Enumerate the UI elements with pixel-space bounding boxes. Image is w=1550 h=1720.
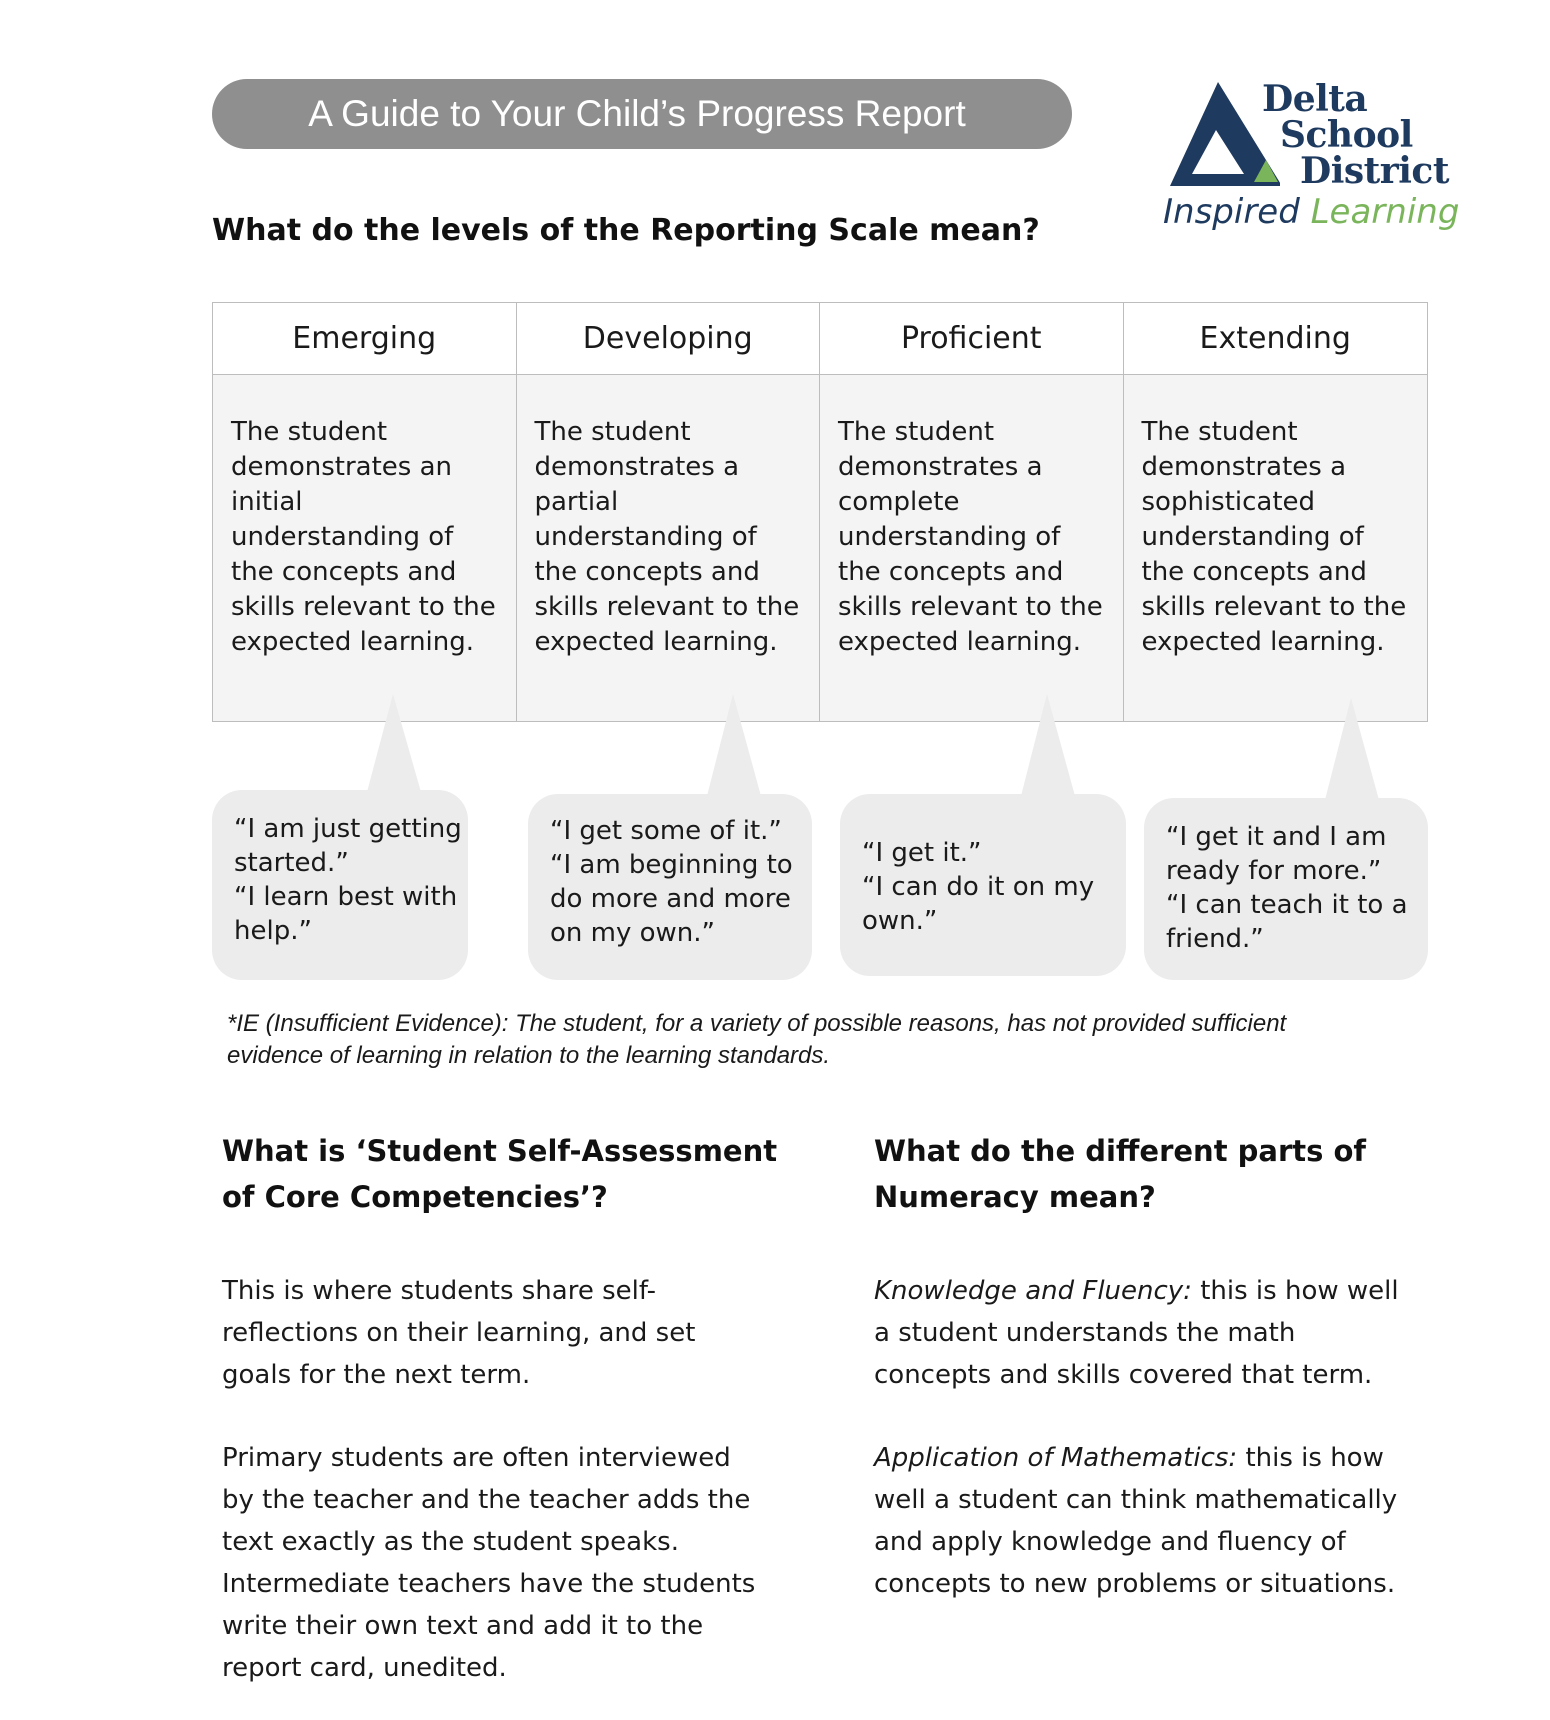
quote-line: “I can do it on my <box>862 872 1095 902</box>
quote-line: own.” <box>862 906 938 936</box>
title-line: What is ‘Student Self-Assessment <box>222 1134 778 1168</box>
level-description-emerging: The student demonstrates an initial understanding of the concepts and skills relevant to the expected learning. <box>213 375 517 721</box>
numeracy-title <box>874 1128 1366 1220</box>
para-line <box>874 1437 1397 1479</box>
quote-bubble-proficient <box>840 794 1126 976</box>
scale-heading: What do the levels of the Reporting Scale mean? <box>212 213 1040 248</box>
quote-line: “I am just getting <box>234 814 462 844</box>
level-header-proficient: Proficient <box>820 303 1124 375</box>
logo-word-district: District <box>1300 150 1449 192</box>
quote-line: ready for more.” <box>1166 856 1382 886</box>
logo-word-delta: Delta <box>1262 78 1368 120</box>
para-line: text exactly as the student speaks. <box>222 1527 679 1557</box>
quote-line: “I get it and I am <box>1166 822 1387 852</box>
quote-line: “I can teach it to a <box>1166 890 1408 920</box>
insufficient-evidence-footnote <box>227 1008 1407 1072</box>
para-line: a student understands the math <box>874 1318 1296 1348</box>
self-assessment-paragraph-1 <box>222 1270 695 1396</box>
self-assessment-title <box>222 1128 777 1220</box>
quote-bubble-emerging <box>212 790 468 980</box>
level-header-extending: Extending <box>1124 303 1428 375</box>
title-line: of Core Competencies’? <box>222 1180 608 1214</box>
level-description-extending: The student demonstrates a sophisticated understanding of the concepts and skills relevant to the expected learning. <box>1124 375 1428 721</box>
level-header-emerging: Emerging <box>213 303 517 375</box>
quote-line: “I get it.” <box>862 838 982 868</box>
para-line: Primary students are often interviewed <box>222 1443 731 1473</box>
level-description-proficient: The student demonstrates a complete understanding of the concepts and skills relevant to the expected learning. <box>820 375 1124 721</box>
para-text: this is how well <box>1191 1276 1399 1306</box>
para-line: reflections on their learning, and set <box>222 1318 696 1348</box>
para-line: and apply knowledge and fluency of <box>874 1527 1346 1557</box>
tagline-learning: Learning <box>1310 192 1460 232</box>
level-header-developing: Developing <box>517 303 821 375</box>
quote-line: on my own.” <box>550 918 716 948</box>
para-line: well a student can think mathematically <box>874 1485 1398 1515</box>
para-line: concepts and skills covered that term. <box>874 1360 1373 1390</box>
quote-line: do more and more <box>550 884 791 914</box>
term-application-mathematics: Application of Mathematics: <box>874 1443 1238 1473</box>
numeracy-knowledge-fluency <box>874 1270 1399 1396</box>
para-line: This is where students share self- <box>222 1276 656 1306</box>
para-line: by the teacher and the teacher adds the <box>222 1485 751 1515</box>
quote-line: “I am beginning to <box>550 850 793 880</box>
page-title: A Guide to Your Child’s Progress Report <box>212 79 1072 149</box>
self-assessment-paragraph-2 <box>222 1437 755 1689</box>
para-text: this is how <box>1237 1443 1384 1473</box>
level-description-developing: The student demonstrates a partial understanding of the concepts and skills relevant to the expected learning. <box>517 375 821 721</box>
para-line: goals for the next term. <box>222 1360 531 1390</box>
quote-line: friend.” <box>1166 924 1264 954</box>
tagline-inspired: Inspired <box>1163 192 1300 232</box>
title-line: Numeracy mean? <box>874 1180 1156 1214</box>
para-line: write their own text and add it to the <box>222 1611 704 1641</box>
quote-line: started.” <box>234 848 349 878</box>
para-line <box>874 1270 1399 1312</box>
footnote-line: *IE (Insufficient Evidence): The student, for a variety of possible reasons, has not provided sufficient <box>227 1010 1287 1037</box>
quote-line: “I get some of it.” <box>550 816 782 846</box>
term-knowledge-fluency: Knowledge and Fluency: <box>874 1276 1192 1306</box>
quote-line: “I learn best with <box>234 882 458 912</box>
quote-bubble-developing <box>528 794 812 980</box>
para-line: Intermediate teachers have the students <box>222 1569 756 1599</box>
quote-line: help.” <box>234 916 312 946</box>
para-line: concepts to new problems or situations. <box>874 1569 1396 1599</box>
footnote-line: evidence of learning in relation to the learning standards. <box>227 1042 831 1069</box>
title-line: What do the different parts of <box>874 1134 1367 1168</box>
para-line: report card, unedited. <box>222 1653 507 1683</box>
numeracy-application <box>874 1437 1397 1605</box>
quote-bubble-extending <box>1144 798 1428 980</box>
logo-word-school: School <box>1280 114 1413 156</box>
